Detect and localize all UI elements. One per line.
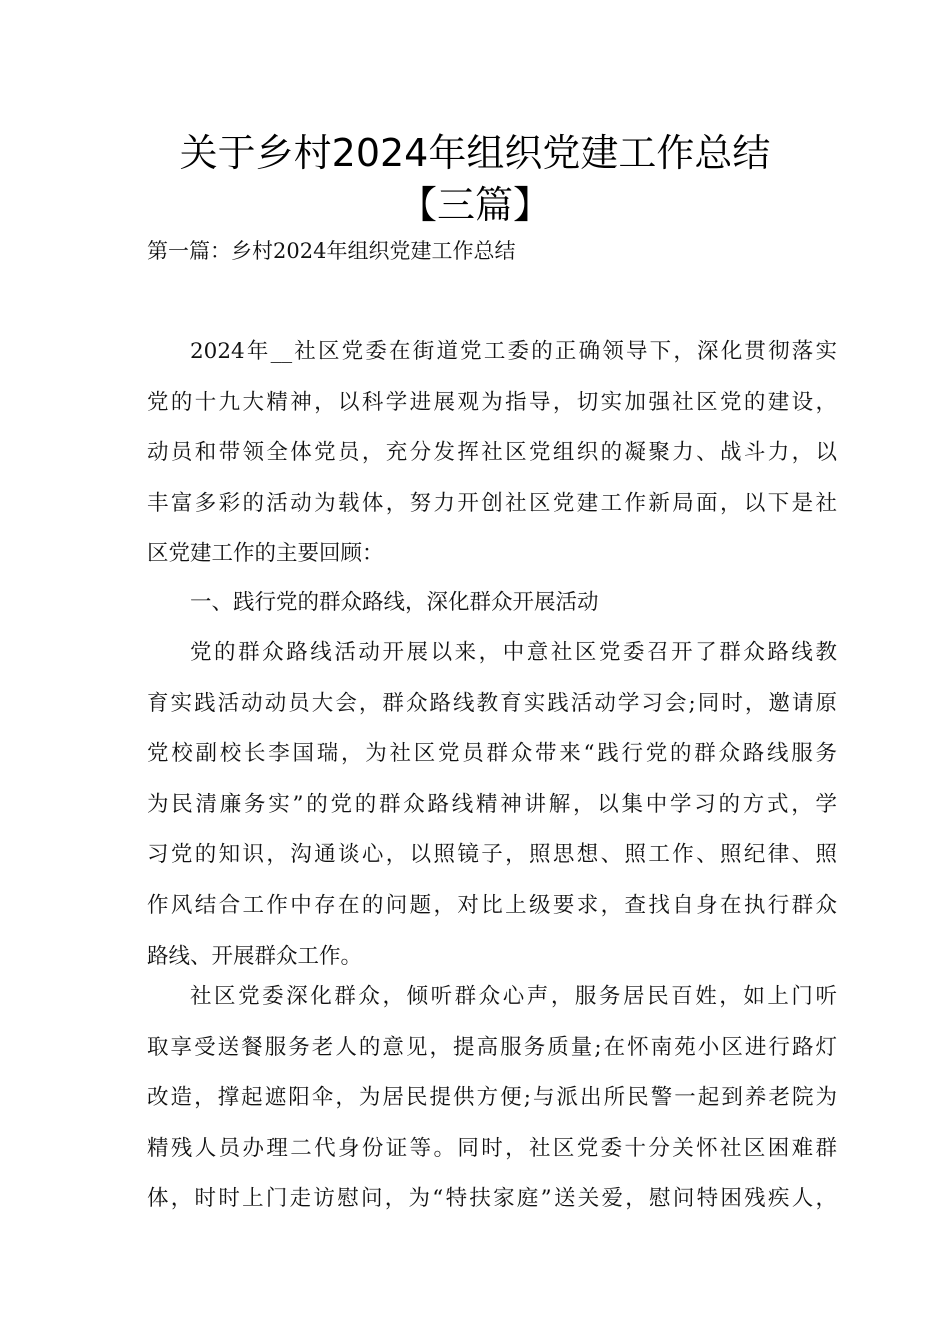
- section-heading: 第一篇：乡村2024年组织党建工作总结: [147, 239, 516, 263]
- paragraph-line: 作风结合工作中存在的问题，对比上级要求，查找自身在执行群众: [147, 892, 837, 918]
- paragraph-line: 习党的知识，沟通谈心，以照镜子，照思想、照工作、照纪律、照: [147, 842, 837, 868]
- paragraph-line: 党的群众路线活动开展以来，中意社区党委召开了群众路线教: [190, 640, 837, 665]
- paragraph-line: 社区党委深化群众，倾听群众心声，服务居民百姓，如上门听: [190, 984, 837, 1009]
- paragraph-line: 育实践活动动员大会，群众路线教育实践活动学习会;同时，邀请原: [147, 690, 837, 716]
- subheading-1: [147, 578, 837, 629]
- paragraph-line: 党校副校长李国瑞，为社区党员群众带来“践行党的群众路线服务: [147, 741, 837, 767]
- paragraph-1: [147, 327, 837, 580]
- paragraph-2: [147, 628, 837, 982]
- paragraph-3: [147, 972, 837, 1225]
- paragraph-line: 区党建工作的主要回顾：: [147, 541, 384, 567]
- paragraph-line: 为民清廉务实”的党的群众路线精神讲解，以集中学习的方式，学: [147, 791, 837, 817]
- paragraph-line: 取享受送餐服务老人的意见，提高服务质量;在怀南苑小区进行路灯: [147, 1034, 837, 1060]
- paragraph-line: 党的十九大精神，以科学进展观为指导，切实加强社区党的建设，: [147, 389, 837, 415]
- paragraph-line: 动员和带领全体党员，充分发挥社区党组织的凝聚力、战斗力，以: [147, 440, 837, 466]
- paragraph-line: 改造，撑起遮阳伞，为居民提供方便;与派出所民警一起到养老院为: [147, 1085, 837, 1111]
- subheading-line: 一、践行党的群众路线，深化群众开展活动: [190, 590, 599, 615]
- document-title-line-2: 【三篇】: [398, 183, 551, 227]
- paragraph-line: 体，时时上门走访慰问，为“特扶家庭”送关爱，慰问特困残疾人，: [147, 1186, 837, 1212]
- document-title-line-1: 关于乡村2024年组织党建工作总结: [179, 131, 771, 175]
- paragraph-line: 丰富多彩的活动为载体，努力开创社区党建工作新局面，以下是社: [147, 490, 837, 516]
- paragraph-line: 路线、开展群众工作。: [147, 943, 363, 969]
- paragraph-line: 精残人员办理二代身份证等。同时，社区党委十分关怀社区困难群: [147, 1135, 837, 1161]
- paragraph-line: 2024年__社区党委在街道党工委的正确领导下，深化贯彻落实: [190, 339, 837, 364]
